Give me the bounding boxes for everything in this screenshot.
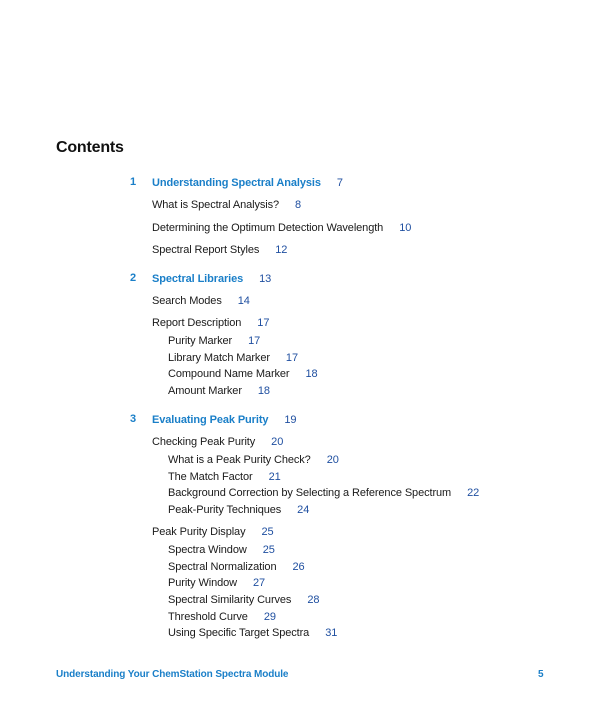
toc-chapter-3[interactable] <box>152 413 296 427</box>
subsection-title: Purity Marker <box>168 335 233 347</box>
toc-subsection[interactable] <box>168 560 305 574</box>
toc-subsection[interactable] <box>168 334 260 348</box>
toc-section[interactable] <box>152 435 283 449</box>
page-ref: 21 <box>268 471 281 483</box>
section-title: Determining the Optimum Detection Wavelength <box>152 222 384 234</box>
subsection-title: Background Correction by Selecting a Reference Spectrum <box>168 487 452 499</box>
subsection-title: Spectral Normalization <box>168 561 277 573</box>
page-ref: 12 <box>275 244 288 256</box>
section-title: Spectral Report Styles <box>152 244 260 256</box>
toc-subsection[interactable] <box>168 593 319 607</box>
page-ref: 24 <box>297 504 310 516</box>
toc-subsection[interactable] <box>168 367 318 381</box>
section-title: Search Modes <box>152 295 222 307</box>
toc-subsection[interactable] <box>168 384 270 398</box>
toc-subsection[interactable] <box>168 351 298 365</box>
toc-subsection[interactable] <box>168 453 339 467</box>
toc-subsection[interactable] <box>168 610 276 624</box>
toc-subsection[interactable] <box>168 470 281 484</box>
page-ref: 22 <box>467 487 480 499</box>
toc-section[interactable] <box>152 198 301 212</box>
page-ref: 29 <box>263 611 276 623</box>
page-ref: 7 <box>336 177 343 189</box>
toc-section[interactable] <box>152 221 411 235</box>
toc-subsection[interactable] <box>168 486 479 500</box>
subsection-title: Compound Name Marker <box>168 368 290 380</box>
toc-chapter-2[interactable] <box>152 272 271 286</box>
page-title: Contents <box>56 139 124 156</box>
page-ref: 14 <box>237 295 250 307</box>
chapter-number: 3 <box>130 413 137 425</box>
toc-subsection[interactable] <box>168 626 337 640</box>
page-ref: 25 <box>262 544 275 556</box>
page-ref: 17 <box>285 352 298 364</box>
subsection-title: Using Specific Target Spectra <box>168 627 310 639</box>
page-ref: 8 <box>295 199 302 211</box>
page-ref: 27 <box>253 577 266 589</box>
page-ref: 13 <box>259 273 272 285</box>
chapter-title: Understanding Spectral Analysis <box>152 177 321 189</box>
subsection-title: Library Match Marker <box>168 352 270 364</box>
toc-subsection[interactable] <box>168 576 265 590</box>
toc-chapter-1[interactable] <box>152 176 343 190</box>
page-ref: 17 <box>248 335 261 347</box>
page-ref: 28 <box>307 594 320 606</box>
page-ref: 20 <box>326 454 339 466</box>
chapter-title: Spectral Libraries <box>152 273 244 285</box>
toc-subsection[interactable] <box>168 503 309 517</box>
subsection-title: What is a Peak Purity Check? <box>168 454 311 466</box>
chapter-number: 2 <box>130 272 137 284</box>
page-ref: 31 <box>325 627 338 639</box>
subsection-title: Spectra Window <box>168 544 247 556</box>
page-ref: 10 <box>399 222 412 234</box>
footer-title: Understanding Your ChemStation Spectra Module <box>56 669 289 680</box>
section-title: Checking Peak Purity <box>152 436 256 448</box>
chapter-title: Evaluating Peak Purity <box>152 414 269 426</box>
subsection-title: Spectral Similarity Curves <box>168 594 292 606</box>
section-title: Report Description <box>152 317 242 329</box>
subsection-title: Peak-Purity Techniques <box>168 504 282 516</box>
page-ref: 20 <box>271 436 284 448</box>
toc-section[interactable] <box>152 525 274 539</box>
page-ref: 18 <box>257 385 270 397</box>
toc-section[interactable] <box>152 316 269 330</box>
section-title: Peak Purity Display <box>152 526 246 538</box>
page-ref: 25 <box>261 526 274 538</box>
subsection-title: Threshold Curve <box>168 611 248 623</box>
chapter-number: 1 <box>130 176 137 188</box>
toc-section[interactable] <box>152 294 250 308</box>
section-title: What is Spectral Analysis? <box>152 199 280 211</box>
page-ref: 18 <box>305 368 318 380</box>
subsection-title: The Match Factor <box>168 471 253 483</box>
subsection-title: Amount Marker <box>168 385 242 397</box>
page-ref: 26 <box>292 561 305 573</box>
page-ref: 19 <box>284 414 297 426</box>
toc-subsection[interactable] <box>168 543 275 557</box>
footer-page-number: 5 <box>538 669 544 680</box>
subsection-title: Purity Window <box>168 577 237 589</box>
toc-section[interactable] <box>152 243 287 257</box>
page-ref: 17 <box>257 317 270 329</box>
